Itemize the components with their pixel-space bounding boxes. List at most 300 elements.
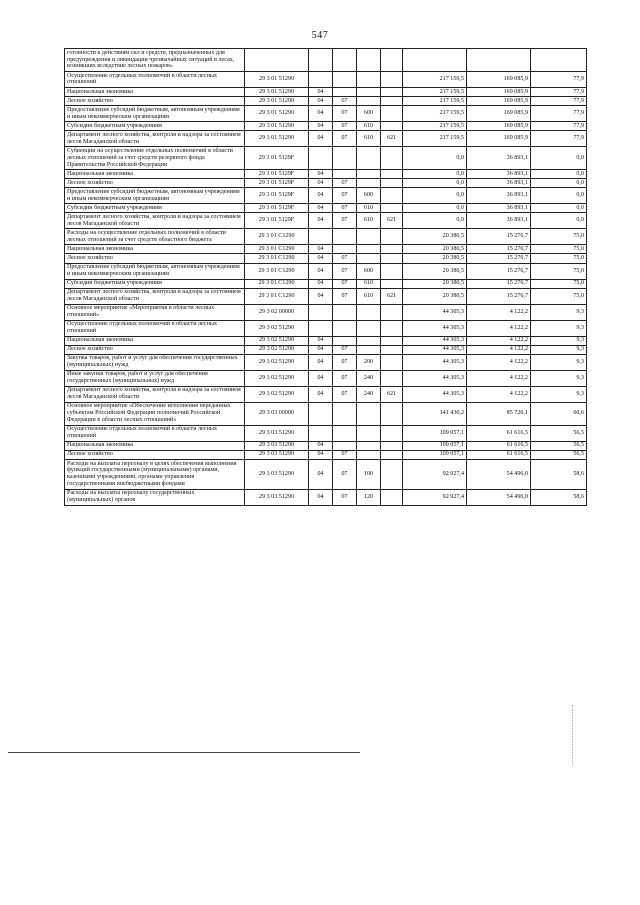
cell-name: Расходы на осуществление отдельных полномочий в области лесных отношений за счет средств областного бюджета (65, 229, 245, 245)
cell-fact: 4 122,2 (467, 354, 531, 370)
cell-sub: 07 (333, 97, 357, 106)
cell-sec: 04 (309, 279, 333, 288)
cell-fact: 54 496,0 (467, 459, 531, 489)
table-row (65, 304, 587, 320)
cell-name: Субсидии бюджетным учреждениям (65, 279, 245, 288)
table-row (65, 336, 587, 345)
cell-vr (357, 71, 381, 87)
cell-plan (403, 49, 467, 72)
cell-sec: 04 (309, 450, 333, 459)
cell-fact: 4 122,2 (467, 304, 531, 320)
cell-sec: 04 (309, 441, 333, 450)
cell-vr: 100 (357, 459, 381, 489)
cell-pct: 9,3 (531, 354, 587, 370)
table-row (65, 354, 587, 370)
cell-plan: 141 430,2 (403, 402, 467, 425)
cell-kosgu (381, 489, 403, 505)
cell-code: 29 3 01 C1290 (245, 229, 309, 245)
budget-table-body (65, 49, 587, 506)
cell-sec (309, 402, 333, 425)
cell-sub (333, 336, 357, 345)
cell-sub: 07 (333, 354, 357, 370)
cell-vr (357, 441, 381, 450)
cell-kosgu (381, 71, 403, 87)
cell-name: Субсидии бюджетным учреждениям (65, 204, 245, 213)
cell-sec: 04 (309, 131, 333, 147)
cell-vr (357, 170, 381, 179)
cell-vr (357, 97, 381, 106)
cell-code: 29 3 01 5129F (245, 204, 309, 213)
cell-vr (357, 254, 381, 263)
cell-name: Национальная экономика (65, 245, 245, 254)
cell-vr (357, 320, 381, 336)
cell-plan: 0,0 (403, 147, 467, 170)
cell-code: 29 3 03 51290 (245, 425, 309, 441)
cell-vr: 610 (357, 204, 381, 213)
cell-vr: 610 (357, 213, 381, 229)
cell-fact: 4 122,2 (467, 370, 531, 386)
table-row (65, 288, 587, 304)
cell-vr: 600 (357, 263, 381, 279)
table-row (65, 245, 587, 254)
cell-pct: 75,0 (531, 229, 587, 245)
cell-name: Основное мероприятие «Обеспечение исполнения переданных субъектам Российской Федерации полномочий Российской Федерации в области лесных отношений» (65, 402, 245, 425)
cell-kosgu (381, 97, 403, 106)
cell-code: 29 3 01 C1290 (245, 279, 309, 288)
cell-code: 29 3 01 C1290 (245, 254, 309, 263)
table-row (65, 106, 587, 122)
cell-kosgu (381, 425, 403, 441)
table-row (65, 402, 587, 425)
table-row (65, 450, 587, 459)
cell-name: Основное мероприятие «Мероприятия в области лесных отношений» (65, 304, 245, 320)
cell-sec: 04 (309, 87, 333, 96)
cell-vr (357, 425, 381, 441)
cell-sec: 04 (309, 204, 333, 213)
cell-sec: 04 (309, 370, 333, 386)
cell-sec (309, 320, 333, 336)
cell-code: 29 3 01 51290 (245, 106, 309, 122)
table-row (65, 279, 587, 288)
cell-pct: 0,0 (531, 147, 587, 170)
cell-pct: 77,9 (531, 71, 587, 87)
cell-plan: 217 159,5 (403, 71, 467, 87)
cell-sub: 07 (333, 188, 357, 204)
table-row (65, 263, 587, 279)
cell-plan: 0,0 (403, 179, 467, 188)
cell-name: Лесное хозяйство (65, 254, 245, 263)
cell-sub: 07 (333, 279, 357, 288)
cell-pct: 56,5 (531, 450, 587, 459)
cell-pct: 56,5 (531, 425, 587, 441)
table-row (65, 441, 587, 450)
cell-name: Иные закупки товаров, работ и услуг для обеспечения государственных (муниципальных) нужд (65, 370, 245, 386)
cell-kosgu (381, 279, 403, 288)
cell-sec: 04 (309, 213, 333, 229)
cell-plan: 109 057,1 (403, 425, 467, 441)
table-row (65, 170, 587, 179)
cell-plan: 20 380,5 (403, 245, 467, 254)
cell-fact: 15 276,7 (467, 279, 531, 288)
cell-sub: 07 (333, 489, 357, 505)
cell-sub (333, 425, 357, 441)
table-row (65, 49, 587, 72)
cell-plan: 44 305,3 (403, 345, 467, 354)
cell-name: Осуществление отдельных полномочий в области лесных отношений (65, 71, 245, 87)
cell-name: Предоставление субсидий бюджетным, автономным учреждениям и иным некоммерческим организациям (65, 106, 245, 122)
cell-sec: 04 (309, 122, 333, 131)
cell-fact: 15 276,7 (467, 229, 531, 245)
cell-sub (333, 49, 357, 72)
cell-kosgu (381, 179, 403, 188)
cell-pct: 0,0 (531, 213, 587, 229)
cell-name: Субсидии бюджетным учреждениям (65, 122, 245, 131)
scan-artifact-line (8, 752, 360, 753)
cell-plan: 20 380,5 (403, 288, 467, 304)
cell-vr: 610 (357, 131, 381, 147)
cell-sec: 04 (309, 245, 333, 254)
cell-name: Департамент лесного хозяйства, контроля и надзора за состоянием лесов Магаданской области (65, 288, 245, 304)
cell-vr (357, 179, 381, 188)
cell-plan: 44 305,3 (403, 386, 467, 402)
table-row (65, 131, 587, 147)
cell-sub: 07 (333, 179, 357, 188)
cell-code: 29 3 01 5129F (245, 170, 309, 179)
cell-sub: 07 (333, 263, 357, 279)
cell-fact: 61 616,5 (467, 441, 531, 450)
cell-fact: 54 496,0 (467, 489, 531, 505)
table-row (65, 459, 587, 489)
cell-sub: 07 (333, 204, 357, 213)
cell-kosgu (381, 263, 403, 279)
cell-pct: 58,6 (531, 459, 587, 489)
cell-fact: 36 893,1 (467, 188, 531, 204)
cell-plan: 92 927,4 (403, 459, 467, 489)
cell-sub (333, 245, 357, 254)
cell-code: 29 3 01 5129F (245, 188, 309, 204)
cell-code: 29 3 02 51290 (245, 354, 309, 370)
cell-vr (357, 229, 381, 245)
cell-code: 29 3 01 5129F (245, 213, 309, 229)
cell-code: 29 3 02 51290 (245, 320, 309, 336)
cell-sub (333, 402, 357, 425)
cell-sec: 04 (309, 345, 333, 354)
cell-plan: 20 380,5 (403, 254, 467, 263)
cell-code: 29 3 01 5129F (245, 147, 309, 170)
cell-sub (333, 147, 357, 170)
cell-code: 29 3 03 51290 (245, 459, 309, 489)
cell-vr (357, 245, 381, 254)
cell-fact (467, 49, 531, 72)
cell-fact: 36 893,1 (467, 147, 531, 170)
cell-sec (309, 49, 333, 72)
cell-sub: 07 (333, 386, 357, 402)
cell-vr: 600 (357, 106, 381, 122)
cell-vr (357, 402, 381, 425)
cell-kosgu (381, 147, 403, 170)
table-row (65, 345, 587, 354)
cell-code: 29 3 02 51290 (245, 345, 309, 354)
cell-code: 29 3 03 51290 (245, 441, 309, 450)
page-number: 547 (311, 30, 329, 41)
cell-code: 29 3 03 00000 (245, 402, 309, 425)
cell-plan: 44 305,3 (403, 304, 467, 320)
cell-pct: 75,0 (531, 263, 587, 279)
cell-sec: 04 (309, 354, 333, 370)
table-row (65, 213, 587, 229)
cell-plan: 217 159,5 (403, 87, 467, 96)
cell-name: Лесное хозяйство (65, 450, 245, 459)
table-row (65, 370, 587, 386)
cell-sub (333, 71, 357, 87)
cell-plan: 20 380,5 (403, 279, 467, 288)
cell-pct: 58,6 (531, 489, 587, 505)
table-row (65, 425, 587, 441)
cell-fact: 85 720,1 (467, 402, 531, 425)
cell-kosgu (381, 459, 403, 489)
cell-sec: 04 (309, 489, 333, 505)
cell-sub: 07 (333, 370, 357, 386)
cell-code: 29 3 01 51290 (245, 97, 309, 106)
cell-sub: 07 (333, 122, 357, 131)
table-row (65, 179, 587, 188)
cell-pct: 75,0 (531, 254, 587, 263)
cell-kosgu (381, 441, 403, 450)
cell-fact: 36 893,1 (467, 213, 531, 229)
cell-plan: 0,0 (403, 213, 467, 229)
cell-kosgu: 621 (381, 288, 403, 304)
cell-name: Национальная экономика (65, 87, 245, 96)
cell-pct: 0,0 (531, 188, 587, 204)
table-row (65, 147, 587, 170)
cell-fact: 169 085,9 (467, 97, 531, 106)
cell-sub: 07 (333, 213, 357, 229)
cell-pct: 77,9 (531, 131, 587, 147)
cell-code: 29 3 02 51290 (245, 386, 309, 402)
cell-sub: 07 (333, 345, 357, 354)
cell-vr: 200 (357, 354, 381, 370)
cell-kosgu (381, 229, 403, 245)
cell-kosgu (381, 254, 403, 263)
cell-kosgu (381, 354, 403, 370)
cell-plan: 217 159,5 (403, 131, 467, 147)
cell-fact: 4 122,2 (467, 386, 531, 402)
cell-vr (357, 336, 381, 345)
cell-plan: 217 159,5 (403, 106, 467, 122)
cell-plan: 0,0 (403, 204, 467, 213)
cell-plan: 44 305,3 (403, 336, 467, 345)
cell-code: 29 3 01 C1290 (245, 245, 309, 254)
cell-kosgu (381, 304, 403, 320)
cell-fact: 15 276,7 (467, 263, 531, 279)
cell-sec: 04 (309, 106, 333, 122)
cell-pct: 0,0 (531, 204, 587, 213)
cell-code: 29 3 02 51290 (245, 336, 309, 345)
cell-vr: 240 (357, 370, 381, 386)
cell-name: Национальная экономика (65, 170, 245, 179)
cell-sub (333, 229, 357, 245)
table-row (65, 87, 587, 96)
cell-pct: 77,9 (531, 87, 587, 96)
cell-fact: 61 616,5 (467, 425, 531, 441)
cell-fact: 15 276,7 (467, 254, 531, 263)
cell-sub: 07 (333, 106, 357, 122)
cell-fact: 4 122,2 (467, 336, 531, 345)
table-row (65, 386, 587, 402)
cell-name: Осуществление отдельных полномочий в области лесных отношений (65, 320, 245, 336)
cell-sub: 07 (333, 254, 357, 263)
cell-plan: 44 305,3 (403, 370, 467, 386)
cell-sub (333, 320, 357, 336)
cell-pct: 9,3 (531, 386, 587, 402)
cell-pct: 77,9 (531, 122, 587, 131)
cell-fact: 36 893,1 (467, 179, 531, 188)
cell-vr: 240 (357, 386, 381, 402)
cell-code: 29 3 01 51290 (245, 71, 309, 87)
cell-kosgu (381, 106, 403, 122)
cell-fact: 15 276,7 (467, 288, 531, 304)
cell-name: Предоставление субсидий бюджетным, автономным учреждениям и иным некоммерческим организациям (65, 188, 245, 204)
cell-pct: 75,0 (531, 279, 587, 288)
cell-kosgu: 621 (381, 213, 403, 229)
cell-plan: 217 159,5 (403, 97, 467, 106)
cell-kosgu: 621 (381, 386, 403, 402)
cell-name: Расходы на выплаты персоналу государственных (муниципальных) органов (65, 489, 245, 505)
cell-sec (309, 229, 333, 245)
cell-plan: 0,0 (403, 188, 467, 204)
cell-pct: 77,9 (531, 106, 587, 122)
scan-artifact-dots (572, 705, 573, 765)
cell-kosgu (381, 345, 403, 354)
cell-name: Субвенции на осуществление отдельных полномочий в области лесных отношений за счет средств резервного фонда Правительства Российской Федерации (65, 147, 245, 170)
cell-vr: 610 (357, 122, 381, 131)
cell-name: Департамент лесного хозяйства, контроля и надзора за состоянием лесов Магаданской области (65, 213, 245, 229)
cell-kosgu (381, 87, 403, 96)
cell-pct: 75,0 (531, 288, 587, 304)
cell-kosgu (381, 49, 403, 72)
cell-code: 29 3 01 51290 (245, 122, 309, 131)
cell-fact: 169 085,9 (467, 131, 531, 147)
cell-kosgu (381, 170, 403, 179)
cell-pct: 9,3 (531, 304, 587, 320)
table-row (65, 204, 587, 213)
cell-fact: 169 085,9 (467, 122, 531, 131)
cell-vr: 120 (357, 489, 381, 505)
cell-sec: 04 (309, 179, 333, 188)
cell-name: Департамент лесного хозяйства, контроля и надзора за состоянием лесов Магаданской области (65, 386, 245, 402)
cell-kosgu (381, 336, 403, 345)
cell-sec (309, 425, 333, 441)
cell-plan: 0,0 (403, 170, 467, 179)
cell-sec (309, 304, 333, 320)
cell-plan: 20 380,5 (403, 263, 467, 279)
cell-vr (357, 87, 381, 96)
cell-sub (333, 87, 357, 96)
cell-sec: 04 (309, 97, 333, 106)
cell-pct: 9,3 (531, 336, 587, 345)
cell-code: 29 3 02 00000 (245, 304, 309, 320)
cell-sub (333, 170, 357, 179)
cell-code: 29 3 03 51290 (245, 450, 309, 459)
cell-pct: 9,3 (531, 345, 587, 354)
cell-sub: 07 (333, 459, 357, 489)
cell-kosgu: 621 (381, 131, 403, 147)
table-row (65, 71, 587, 87)
cell-name: Лесное хозяйство (65, 179, 245, 188)
table-row (65, 97, 587, 106)
cell-plan: 217 159,5 (403, 122, 467, 131)
cell-sub: 07 (333, 450, 357, 459)
cell-sub: 07 (333, 131, 357, 147)
cell-kosgu (381, 122, 403, 131)
cell-pct: 77,9 (531, 97, 587, 106)
cell-name: Департамент лесного хозяйства, контроля и надзора за состоянием лесов Магаданской области (65, 131, 245, 147)
cell-vr (357, 147, 381, 170)
cell-sec: 04 (309, 336, 333, 345)
cell-vr (357, 49, 381, 72)
cell-vr (357, 345, 381, 354)
table-row (65, 254, 587, 263)
cell-kosgu (381, 204, 403, 213)
cell-pct: 75,0 (531, 245, 587, 254)
cell-pct: 9,3 (531, 320, 587, 336)
cell-sub (333, 304, 357, 320)
cell-pct: 56,5 (531, 441, 587, 450)
cell-vr (357, 450, 381, 459)
cell-vr (357, 304, 381, 320)
cell-code: 29 3 01 51290 (245, 87, 309, 96)
cell-name: Осуществление отдельных полномочий в области лесных отношений (65, 425, 245, 441)
table-row (65, 489, 587, 505)
cell-kosgu (381, 320, 403, 336)
cell-name: Лесное хозяйство (65, 97, 245, 106)
cell-fact: 15 276,7 (467, 245, 531, 254)
cell-plan: 109 057,1 (403, 450, 467, 459)
budget-table (64, 48, 587, 506)
cell-sec (309, 71, 333, 87)
cell-name: готовности к действиям сил и средств, предназначенных для предупреждения и ликвидации чрезвычайных ситуаций в лесах, возникших вследствие лесных пожаров» (65, 49, 245, 72)
cell-kosgu (381, 188, 403, 204)
cell-plan: 20 380,5 (403, 229, 467, 245)
cell-kosgu (381, 450, 403, 459)
cell-code: 29 3 03 51290 (245, 489, 309, 505)
table-row (65, 229, 587, 245)
cell-code: 29 3 01 5129F (245, 179, 309, 188)
cell-fact: 36 893,1 (467, 204, 531, 213)
cell-kosgu (381, 402, 403, 425)
cell-code: 29 3 01 C1290 (245, 288, 309, 304)
cell-sub: 07 (333, 288, 357, 304)
cell-sub (333, 441, 357, 450)
cell-plan: 92 927,4 (403, 489, 467, 505)
cell-pct (531, 49, 587, 72)
cell-name: Закупка товаров, работ и услуг для обеспечения государственных (муниципальных) нужд (65, 354, 245, 370)
cell-code: 29 3 02 51290 (245, 370, 309, 386)
cell-fact: 4 122,2 (467, 320, 531, 336)
cell-fact: 169 085,9 (467, 106, 531, 122)
cell-name: Предоставление субсидий бюджетным, автономным учреждениям и иным некоммерческим организациям (65, 263, 245, 279)
cell-pct: 9,3 (531, 370, 587, 386)
cell-sec: 04 (309, 459, 333, 489)
cell-name: Расходы на выплаты персоналу в целях обеспечения выполнения функций государственными (муниципальными) органами, казенными учреждениями, органами управления государственными внебюджетными фондами (65, 459, 245, 489)
cell-kosgu (381, 245, 403, 254)
cell-plan: 44 305,3 (403, 320, 467, 336)
cell-plan: 109 057,1 (403, 441, 467, 450)
cell-vr: 610 (357, 288, 381, 304)
cell-sec: 04 (309, 263, 333, 279)
cell-fact: 61 616,5 (467, 450, 531, 459)
cell-sec: 04 (309, 188, 333, 204)
